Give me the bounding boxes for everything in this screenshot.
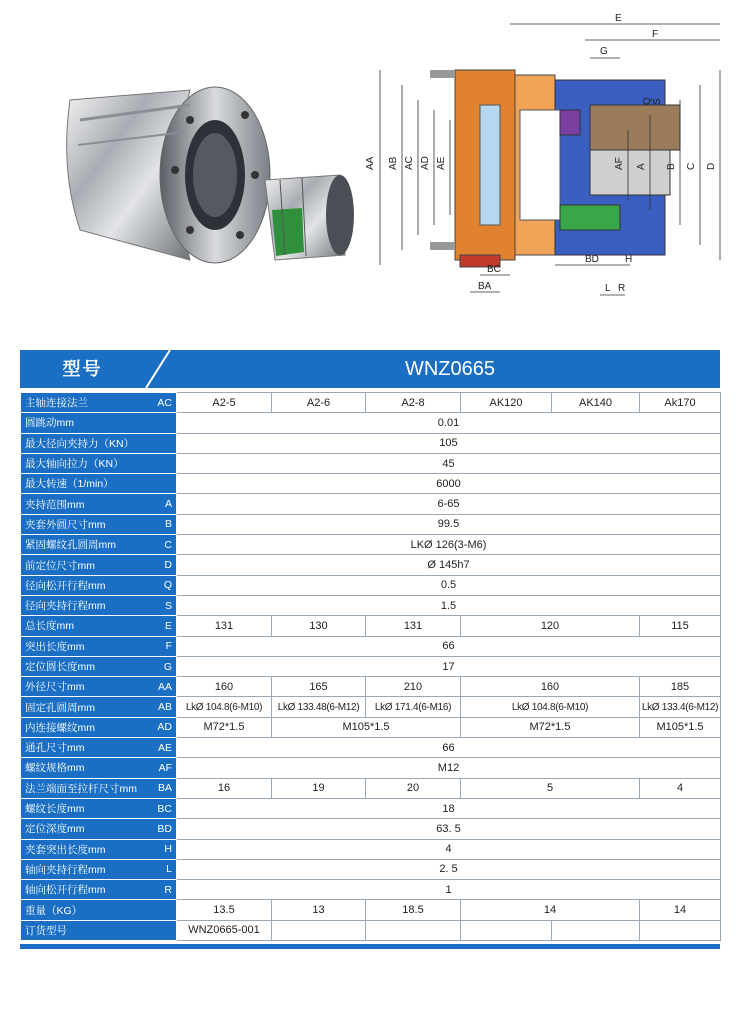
spec-value: WNZ0665-001: [177, 920, 272, 940]
dimension-label: R: [618, 283, 626, 294]
spec-code: [145, 433, 177, 453]
spec-value: 120: [461, 616, 640, 636]
spec-row: [21, 595, 721, 615]
spec-value: 1: [177, 880, 721, 900]
spec-value: 63. 5: [177, 819, 721, 839]
spec-row: [21, 474, 721, 494]
spec-label: 夹套突出长度mm: [21, 839, 145, 859]
spec-code: B: [145, 514, 177, 534]
spec-row: [21, 798, 721, 818]
spec-code: AC: [145, 393, 177, 413]
dimension-label: L: [605, 283, 611, 294]
spec-code: BD: [145, 819, 177, 839]
spec-value: AK140: [552, 393, 640, 413]
spec-value: A2-5: [177, 393, 272, 413]
spec-code: F: [145, 636, 177, 656]
section-drawing: [360, 10, 740, 310]
model-label: 型号: [62, 359, 103, 379]
spec-code: AE: [145, 738, 177, 758]
spec-label: 夹套外圆尺寸mm: [21, 514, 145, 534]
spec-label: 紧固螺纹孔圆周mm: [21, 535, 145, 555]
spec-value: M72*1.5: [461, 717, 640, 737]
spec-table: [20, 350, 720, 949]
spec-value: 18: [177, 798, 721, 818]
spec-label: 重量（KG）: [21, 900, 145, 920]
spec-label: 法兰端面至拉杆尺寸mm: [21, 778, 145, 798]
spec-label: 夹持范围mm: [21, 494, 145, 514]
spec-code: G: [145, 656, 177, 676]
spec-label: 突出长度mm: [21, 636, 145, 656]
spec-value: 1.5: [177, 595, 721, 615]
dimension-label: AE: [436, 156, 447, 170]
spec-value: 2. 5: [177, 859, 721, 879]
spec-row: [21, 413, 721, 433]
spec-value: 131: [366, 616, 461, 636]
spec-value: 185: [640, 677, 721, 697]
model-number: WNZ0665: [404, 358, 496, 380]
chuck-body-image: [67, 87, 270, 263]
dimension-label: BC: [487, 264, 501, 275]
spec-code: R: [145, 880, 177, 900]
spec-row: [21, 514, 721, 534]
spec-value: 14: [640, 900, 721, 920]
spec-value: 6-65: [177, 494, 721, 514]
dimension-label: Q: [642, 97, 653, 105]
spec-value: 4: [640, 778, 721, 798]
spec-value: LkØ 104.8(6-M10): [177, 697, 272, 717]
spec-label: 固定孔圆周mm: [21, 697, 145, 717]
spec-value: LkØ 171.4(6-M16): [366, 697, 461, 717]
spec-label: 最大轴向拉力（KN）: [21, 453, 145, 473]
spec-label: 最大转速（1/min）: [21, 474, 145, 494]
dimension-label: AA: [365, 156, 376, 170]
spec-value: LKØ 126(3-M6): [177, 535, 721, 555]
spec-value: M12: [177, 758, 721, 778]
spec-label: 订货型号: [21, 920, 145, 940]
spec-value: [552, 920, 640, 940]
spec-label: 前定位尺寸mm: [21, 555, 145, 575]
spec-value: 115: [640, 616, 721, 636]
spec-value: 210: [366, 677, 461, 697]
dimension-label: B: [666, 163, 677, 170]
spec-row: [21, 697, 721, 717]
spec-code: [145, 413, 177, 433]
spec-value: [366, 920, 461, 940]
spec-code: BA: [145, 778, 177, 798]
spec-value: 18.5: [366, 900, 461, 920]
dimension-label: C: [686, 162, 697, 170]
spec-value: 160: [177, 677, 272, 697]
spec-value: LkØ 133.4(6-M12): [640, 697, 721, 717]
spec-label: 通孔尺寸mm: [21, 738, 145, 758]
spec-row: [21, 717, 721, 737]
spec-label: 轴向夹持行程mm: [21, 859, 145, 879]
dimension-label: D: [706, 162, 717, 170]
spec-row: [21, 453, 721, 473]
spec-rows: [20, 392, 721, 941]
spec-row: [21, 494, 721, 514]
spec-code: S: [145, 595, 177, 615]
spec-label: 内连接螺纹mm: [21, 717, 145, 737]
spec-row: [21, 900, 721, 920]
spec-value: 45: [177, 453, 721, 473]
spec-code: Q: [145, 575, 177, 595]
spec-label: 定位圆长度mm: [21, 656, 145, 676]
spec-row: [21, 616, 721, 636]
spec-value: M105*1.5: [640, 717, 721, 737]
dimension-label: H: [625, 254, 633, 265]
dimension-label: AB: [388, 156, 399, 170]
table-header: [20, 350, 720, 388]
table-bottom-bar: [20, 944, 720, 949]
spec-value: 160: [461, 677, 640, 697]
spec-value: 13.5: [177, 900, 272, 920]
spec-code: BC: [145, 798, 177, 818]
dimension-label: BA: [478, 281, 492, 292]
spec-row: [21, 859, 721, 879]
spec-value: M72*1.5: [177, 717, 272, 737]
spec-label: 径向松开行程mm: [21, 575, 145, 595]
collet-image: [265, 175, 354, 260]
spec-code: AF: [145, 758, 177, 778]
spec-value: 99.5: [177, 514, 721, 534]
spec-row: [21, 920, 721, 940]
spec-label: 总长度mm: [21, 616, 145, 636]
spec-label: 螺纹规格mm: [21, 758, 145, 778]
spec-value: 165: [272, 677, 366, 697]
spec-label: 主轴连接法兰: [21, 393, 145, 413]
spec-value: LkØ 133.48(6-M12): [272, 697, 366, 717]
dimension-label: AF: [614, 157, 625, 170]
product-photo: [40, 60, 360, 280]
spec-value: M105*1.5: [272, 717, 461, 737]
spec-label: 外径尺寸mm: [21, 677, 145, 697]
spec-value: 16: [177, 778, 272, 798]
spec-value: 4: [177, 839, 721, 859]
spec-value: [640, 920, 721, 940]
spec-row: [21, 393, 721, 413]
spec-code: D: [145, 555, 177, 575]
spec-value: [272, 920, 366, 940]
dimension-label: E: [615, 13, 622, 24]
spec-row: [21, 433, 721, 453]
spec-label: 定位深度mm: [21, 819, 145, 839]
figure-area: [0, 0, 750, 340]
spec-value: 14: [461, 900, 640, 920]
spec-code: L: [145, 859, 177, 879]
spec-label: 径向夹持行程mm: [21, 595, 145, 615]
spec-code: A: [145, 494, 177, 514]
spec-code: H: [145, 839, 177, 859]
spec-row: [21, 738, 721, 758]
spec-code: AA: [145, 677, 177, 697]
spec-value: 13: [272, 900, 366, 920]
spec-code: AD: [145, 717, 177, 737]
spec-value: 66: [177, 738, 721, 758]
spec-value: 130: [272, 616, 366, 636]
spec-value: AK120: [461, 393, 552, 413]
dimension-label: AD: [420, 156, 431, 170]
spec-row: [21, 575, 721, 595]
spec-row: [21, 677, 721, 697]
spec-code: [145, 920, 177, 940]
spec-value: LkØ 104.8(6-M10): [461, 697, 640, 717]
spec-value: 19: [272, 778, 366, 798]
spec-value: 5: [461, 778, 640, 798]
spec-row: [21, 758, 721, 778]
dimension-label: G: [600, 46, 608, 57]
dimension-label: S: [652, 98, 663, 105]
spec-value: A2-6: [272, 393, 366, 413]
spec-label: 轴向松开行程mm: [21, 880, 145, 900]
spec-label: 圆跳动mm: [21, 413, 145, 433]
spec-row: [21, 880, 721, 900]
spec-value: Ø 145h7: [177, 555, 721, 575]
spec-value: 66: [177, 636, 721, 656]
spec-value: 6000: [177, 474, 721, 494]
spec-value: 0.01: [177, 413, 721, 433]
spec-value: 17: [177, 656, 721, 676]
spec-row: [21, 656, 721, 676]
spec-row: [21, 778, 721, 798]
dimension-label: F: [652, 29, 659, 40]
spec-label: 螺纹长度mm: [21, 798, 145, 818]
spec-row: [21, 535, 721, 555]
spec-code: C: [145, 535, 177, 555]
spec-label: 最大径向夹持力（KN）: [21, 433, 145, 453]
spec-row: [21, 839, 721, 859]
spec-code: [145, 453, 177, 473]
dimension-label: BD: [585, 254, 599, 265]
spec-value: Ak170: [640, 393, 721, 413]
spec-row: [21, 636, 721, 656]
spec-value: [461, 920, 552, 940]
spec-value: A2-8: [366, 393, 461, 413]
spec-code: [145, 900, 177, 920]
dimension-label: A: [636, 163, 647, 170]
spec-code: [145, 474, 177, 494]
spec-value: 0.5: [177, 575, 721, 595]
spec-code: E: [145, 616, 177, 636]
header-divider: [138, 350, 178, 388]
spec-value: 131: [177, 616, 272, 636]
spec-value: 105: [177, 433, 721, 453]
spec-row: [21, 555, 721, 575]
spec-row: [21, 819, 721, 839]
dimension-label: AC: [404, 156, 415, 170]
spec-value: 20: [366, 778, 461, 798]
spec-code: AB: [145, 697, 177, 717]
